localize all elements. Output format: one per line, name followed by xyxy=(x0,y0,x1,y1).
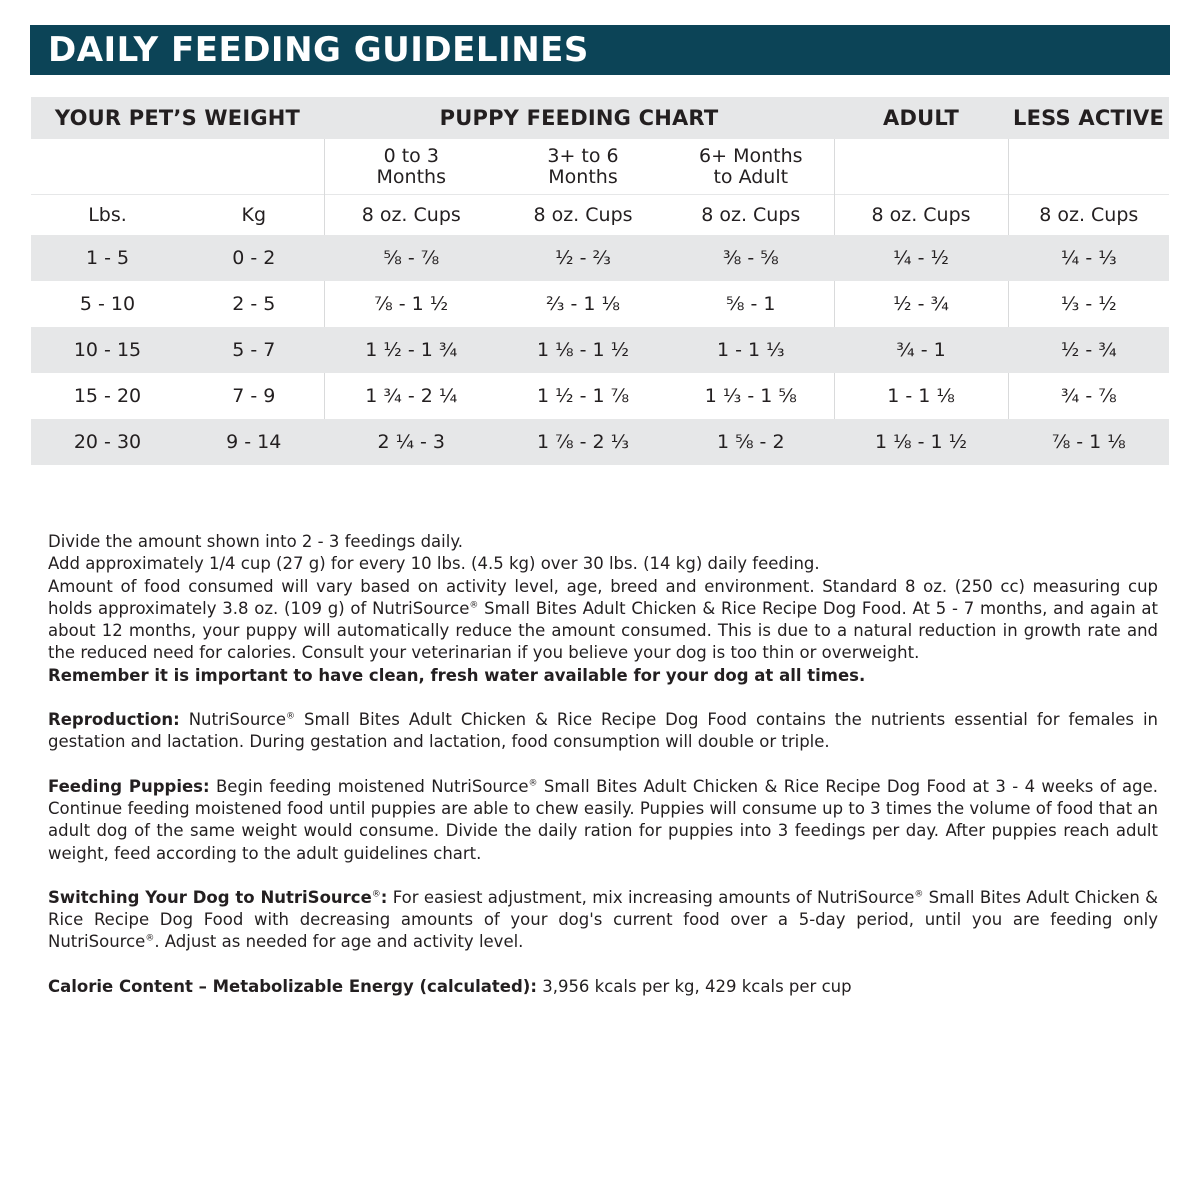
cell-adult: 1 ⅛ - 1 ½ xyxy=(834,419,1008,465)
cell-kg: 7 - 9 xyxy=(232,385,276,407)
unit-cups: 8 oz. Cups xyxy=(498,195,668,236)
header-weight: YOUR PET’S WEIGHT xyxy=(31,97,324,139)
cell-less-active: ⅓ - ½ xyxy=(1008,281,1169,327)
cell-adult: ½ - ¾ xyxy=(834,281,1008,327)
header-puppy: PUPPY FEEDING CHART xyxy=(324,97,834,139)
cell-lbs: 20 - 30 xyxy=(31,419,184,465)
cell-kg: 2 - 5 xyxy=(232,293,276,315)
note-feeding-puppies: Feeding Puppies: Begin feeding moistened NutriSource® Small Bites Adult Chicken & Rice Recipe Dog Food at 3 - 4 weeks of age. Continue feeding moistened food until puppies are able to chew easily. Puppies will consume up to 3 times the volume of food that an adult dog of the same weight would consume. Divide the daily ration for puppies into 3 feedings per day. After puppies reach adult weight, feed according to the adult guidelines chart. xyxy=(48,776,1158,863)
cell-less-active: ⅞ - 1 ⅛ xyxy=(1008,419,1169,465)
cell-puppy-0-3: 1 ¾ - 2 ¼ xyxy=(324,373,498,419)
note-switching: Switching Your Dog to NutriSource®: For easiest adjustment, mix increasing amounts of NutriSource® Small Bites Adult Chicken & Rice Recipe Dog Food with decreasing amounts of your dog's current food over a 5-day period, until you are feeding only NutriSource®. Adjust as needed for age and activity level. xyxy=(48,887,1158,952)
cell-lbs: 10 - 15 xyxy=(31,327,184,373)
cell-puppy-6-adult: 1 ⅝ - 2 xyxy=(668,419,834,465)
cell-adult: 1 - 1 ⅛ xyxy=(834,373,1008,419)
cell-puppy-3-6: 1 ½ - 1 ⅞ xyxy=(536,385,630,407)
header-less-active: LESS ACTIVE xyxy=(1008,97,1169,139)
cell-kg: 5 - 7 xyxy=(184,327,324,373)
unit-cups: 8 oz. Cups xyxy=(834,195,1008,236)
cell-lbs: 5 - 10 xyxy=(79,293,136,315)
note-amount: Amount of food consumed will vary based on activity level, age, breed and environment. Standard 8 oz. (250 cc) measuring cup holds approximately 3.8 oz. (109 g) of NutriSource® Small Bites Adult Chicken & Rice Recipe Dog Food. At 5 - 7 months, and again at about 12 months, your puppy will automatically reduce the amount consumed. This is due to a natural reduction in growth rate and the reduced need for calories. Consult your veterinarian if you believe your dog is too thin or overweight. xyxy=(48,576,1158,663)
unit-cups: 8 oz. Cups xyxy=(668,195,834,236)
cell-kg: 9 - 14 xyxy=(184,419,324,465)
cell-lbs: 1 - 5 xyxy=(31,235,184,281)
subheader-6-months-adult: 6+ Months to Adult xyxy=(699,144,803,188)
subheader-3-6-months: 3+ to 6 Months xyxy=(547,144,619,188)
title-banner xyxy=(30,25,1170,75)
note-reproduction: Reproduction: NutriSource® Small Bites Adult Chicken & Rice Recipe Dog Food contains the nutrients essential for females in gestation and lactation. During gestation and lactation, food consumption will double or triple. xyxy=(48,710,1158,752)
feeding-notes xyxy=(48,531,1158,998)
table-row xyxy=(31,281,1169,327)
cell-adult: ¼ - ½ xyxy=(834,235,1008,281)
table-row xyxy=(31,419,1169,465)
table-subheader-row xyxy=(31,139,1169,195)
cell-less-active: ½ - ¾ xyxy=(1008,327,1169,373)
table-row xyxy=(31,235,1169,281)
cell-puppy-0-3: ⅞ - 1 ½ xyxy=(324,281,498,327)
feeding-chart-table xyxy=(31,97,1169,465)
cell-less-active: ¼ - ⅓ xyxy=(1008,235,1169,281)
cell-puppy-3-6: ⅔ - 1 ⅛ xyxy=(546,293,620,315)
cell-lbs: 15 - 20 xyxy=(73,385,142,407)
cell-puppy-0-3: 1 ½ - 1 ¾ xyxy=(324,327,498,373)
table-header-row xyxy=(31,97,1169,139)
table-units-row xyxy=(31,195,1169,236)
cell-puppy-6-adult: 1 ⅓ - 1 ⅝ xyxy=(704,385,797,407)
table-row xyxy=(31,373,1169,419)
cell-puppy-6-adult: 1 - 1 ⅓ xyxy=(668,327,834,373)
cell-adult: ¾ - 1 xyxy=(834,327,1008,373)
table-row xyxy=(31,327,1169,373)
unit-cups: 8 oz. Cups xyxy=(324,195,498,236)
note-calorie-content: Calorie Content – Metabolizable Energy (calculated): 3,956 kcals per kg, 429 kcals per cup xyxy=(48,976,852,996)
note-add: Add approximately 1/4 cup (27 g) for every 10 lbs. (4.5 kg) over 30 lbs. (14 kg) daily feeding. xyxy=(48,554,820,574)
subheader-0-3-months: 0 to 3 Months xyxy=(324,139,498,195)
cell-puppy-3-6: ½ - ⅔ xyxy=(498,235,668,281)
unit-lbs: Lbs. xyxy=(31,195,184,236)
cell-puppy-6-adult: ⅝ - 1 xyxy=(726,293,776,315)
unit-cups: 8 oz. Cups xyxy=(1008,195,1169,236)
header-adult: ADULT xyxy=(834,97,1008,139)
cell-kg: 0 - 2 xyxy=(184,235,324,281)
cell-puppy-0-3: 2 ¼ - 3 xyxy=(324,419,498,465)
page-title: DAILY FEEDING GUIDELINES xyxy=(48,30,589,70)
unit-kg: Kg xyxy=(184,195,324,236)
cell-puppy-3-6: 1 ⅞ - 2 ⅓ xyxy=(498,419,668,465)
cell-puppy-3-6: 1 ⅛ - 1 ½ xyxy=(498,327,668,373)
cell-puppy-6-adult: ⅜ - ⅝ xyxy=(668,235,834,281)
note-water: Remember it is important to have clean, fresh water available for your dog at all times. xyxy=(48,665,866,685)
cell-puppy-0-3: ⅝ - ⅞ xyxy=(324,235,498,281)
cell-less-active: ¾ - ⅞ xyxy=(1008,373,1169,419)
note-divide: Divide the amount shown into 2 - 3 feedings daily. xyxy=(48,532,463,551)
